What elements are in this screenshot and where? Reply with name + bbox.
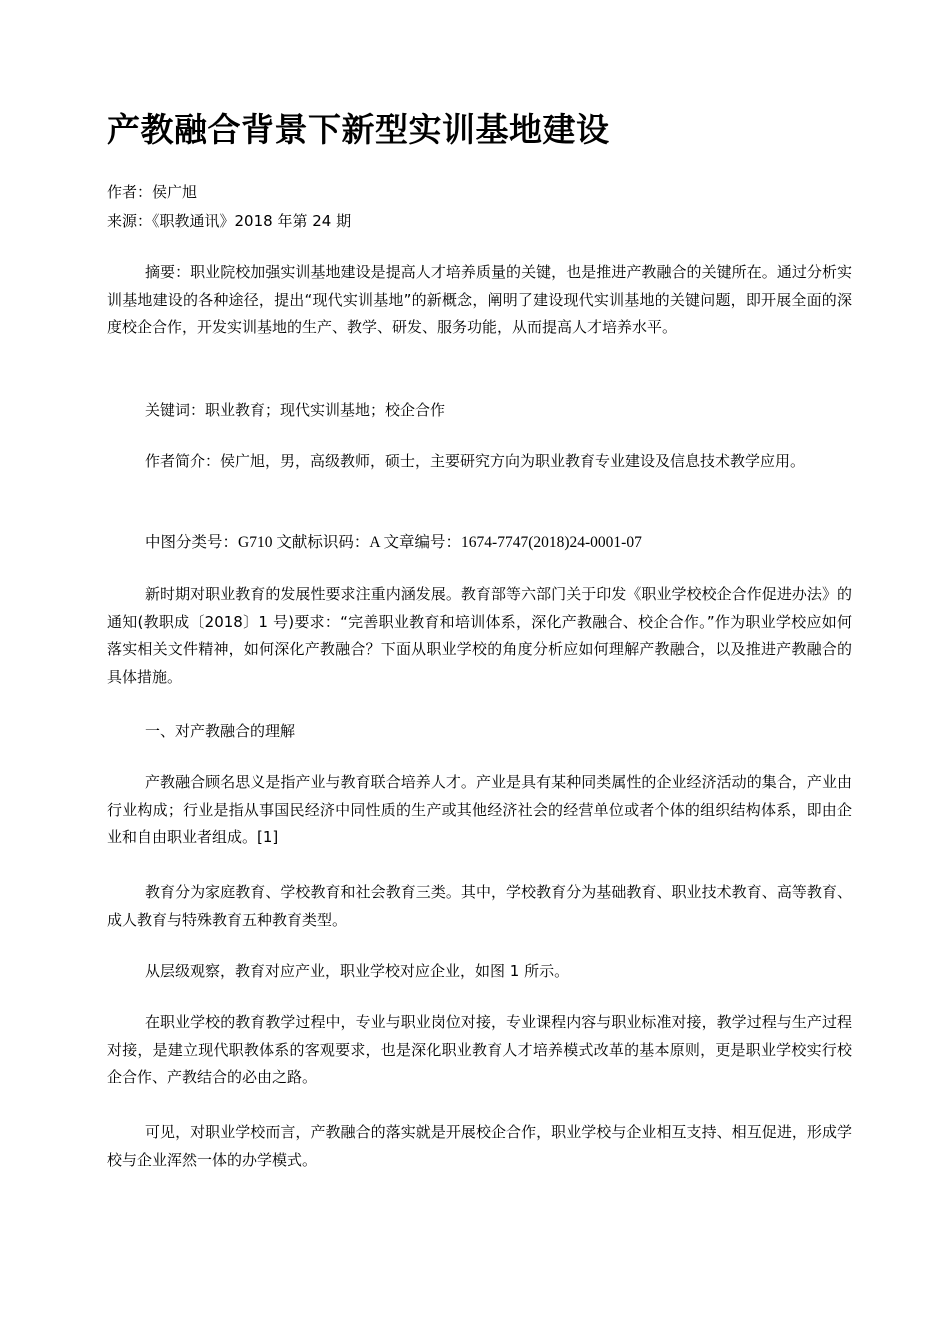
abstract-paragraph: 摘要：职业院校加强实训基地建设是提高人才培养质量的关键，也是推进产教融合的关键所在。通过分析实训基地建设的各种途径，提出“现代实训基地”的新概念，阐明了建设现代实训基地的关键问题，即开展全面的深度校企合作，开发实训基地的生产、教学、研发、服务功能，从而提高人才培养水平。 <box>107 263 852 336</box>
author-bio-paragraph: 作者简介：侯广旭，男，高级教师，硕士，主要研究方向为职业教育专业建设及信息技术教学应用。 <box>145 452 806 470</box>
docking-paragraph: 在职业学校的教育教学过程中，专业与职业岗位对接，专业课程内容与职业标准对接，教学过程与生产过程对接，是建立现代职教体系的客观要求，也是深化职业教育人才培养模式改革的基本原则，更是职业学校实行校企合作、产教结合的必由之路。 <box>107 1013 852 1086</box>
definition-paragraph: 产教融合顾名思义是指产业与教育联合培养人才。产业是具有某种同类属性的企业经济活动的集合，产业由行业构成；行业是指从事国民经济中同性质的生产或其他经济社会的经营单位或者个体的组织结构体系，即由企业和自由职业者组成。[1] <box>107 773 852 846</box>
conclusion-paragraph: 可见，对职业学校而言，产教融合的落实就是开展校企合作，职业学校与企业相互支持、相互促进，形成学校与企业浑然一体的办学模式。 <box>107 1123 852 1169</box>
article-author: 作者：侯广旭 <box>107 183 198 201</box>
classification-paragraph: 中图分类号：G710 文献标识码：A 文章编号：1674-7747(2018)24-0001-07 <box>145 534 642 551</box>
keywords-paragraph: 关键词：职业教育；现代实训基地；校企合作 <box>145 401 446 419</box>
levels-paragraph: 从层级观察，教育对应产业，职业学校对应企业，如图 1 所示。 <box>145 962 570 980</box>
article-title: 产教融合背景下新型实训基地建设 <box>107 110 610 149</box>
section-heading: 一、对产教融合的理解 <box>145 722 296 740</box>
education-types-paragraph: 教育分为家庭教育、学校教育和社会教育三类。其中，学校教育分为基础教育、职业技术教育、高等教育、成人教育与特殊教育五种教育类型。 <box>107 883 852 929</box>
intro-paragraph: 新时期对职业教育的发展性要求注重内涵发展。教育部等六部门关于印发《职业学校校企合作促进办法》的通知(教职成〔2018〕1 号)要求：“完善职业教育和培训体系，深化产教融合、校企合作。”作为职业学校应如何落实相关文件精神，如何深化产教融合？下面从职业学校的角度分析应如何理解产教融合，以及推进产教融合的具体措施。 <box>107 585 852 686</box>
article-source: 来源：《职教通讯》2018 年第 24 期 <box>107 212 352 230</box>
